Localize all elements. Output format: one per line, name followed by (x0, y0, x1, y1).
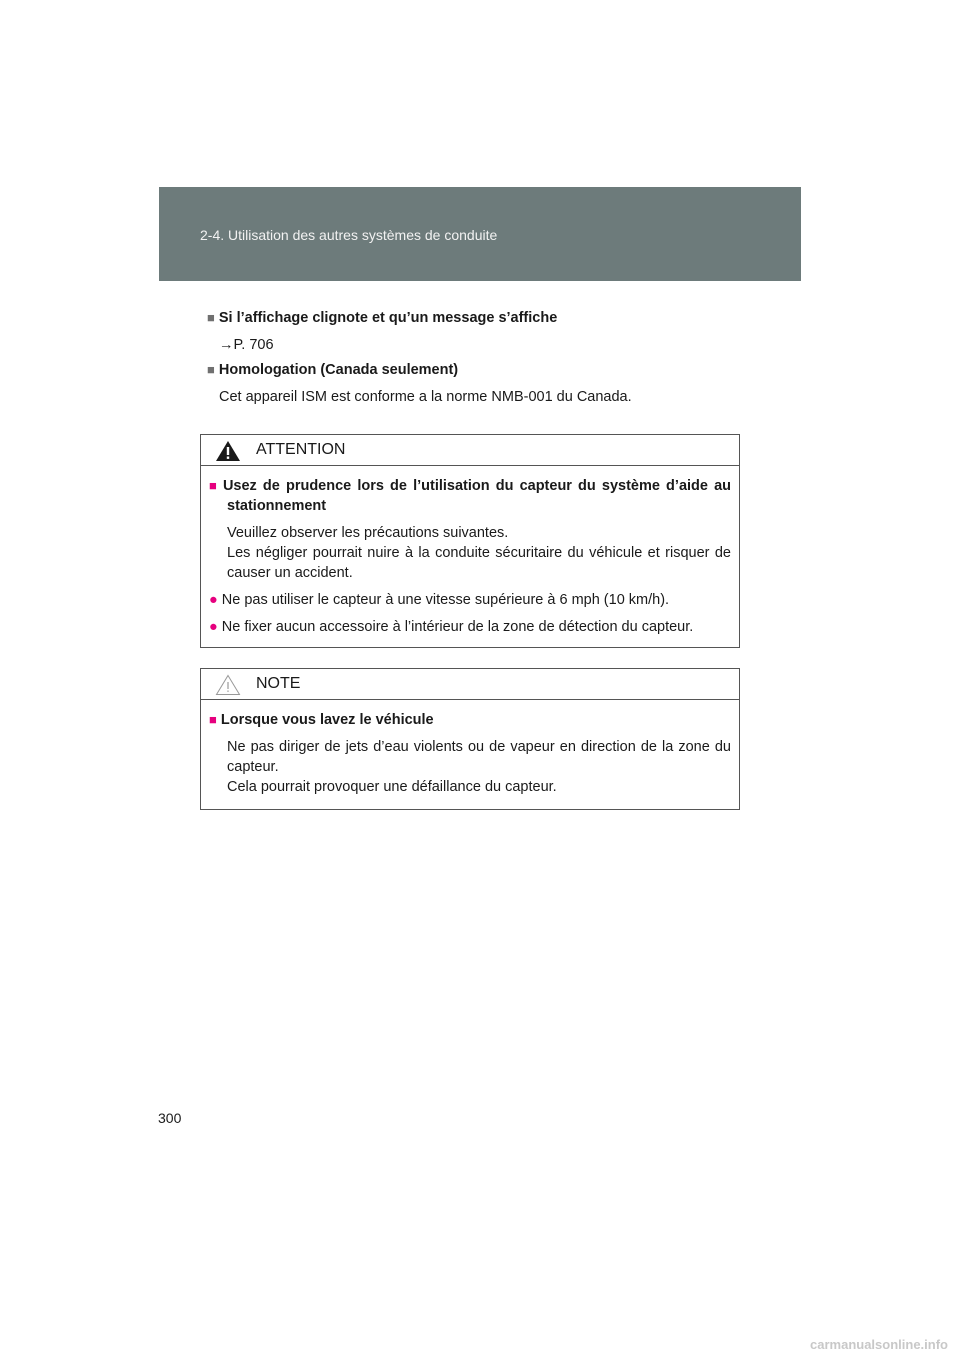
attention-point-text: Ne fixer aucun accessoire à l’intérieur de la zone de détection du capteur. (221, 619, 694, 635)
watermark-text: carmanualsonline.info (810, 1337, 948, 1352)
attention-line-1: Veuillez observer les précautions suivantes. (227, 525, 509, 541)
section-header (159, 187, 801, 281)
note-label: NOTE (256, 675, 301, 692)
note-line-1: Ne pas diriger de jets d’eau violents ou de vapeur en direction de la zone du capteur. (227, 739, 731, 775)
pink-dot-icon: ● (209, 592, 218, 608)
attention-title (209, 476, 731, 516)
page-number: 300 (158, 1110, 182, 1126)
note-instructions (209, 737, 731, 797)
note-title-text: Lorsque vous lavez le véhicule (220, 712, 434, 728)
square-bullet-icon: ■ (207, 310, 215, 325)
note-header (201, 669, 739, 700)
attention-line-2: Les négliger pourrait nuire à la conduite sécuritaire du véhicule et risquer de causer un accident. (227, 545, 731, 581)
page-reference-link[interactable]: P. 706 (233, 337, 274, 353)
note-box (200, 668, 740, 810)
attention-title-text: Usez de prudence lors de l’utilisation du capteur du système d’aide au stationnement (222, 478, 731, 514)
item-title-row (207, 360, 747, 380)
item-homologation (207, 360, 747, 407)
attention-label: ATTENTION (256, 441, 346, 458)
attention-body (201, 466, 739, 649)
watermark-logo (728, 1336, 948, 1352)
section-title: 2-4. Utilisation des autres systèmes de conduite (200, 227, 498, 243)
attention-point (209, 617, 731, 637)
square-bullet-icon: ■ (207, 362, 215, 377)
item-reference (207, 335, 747, 355)
attention-instructions (209, 523, 731, 583)
attention-header (201, 435, 739, 466)
item-title: Homologation (Canada seulement) (218, 362, 459, 378)
square-bullet-icon: ■ (209, 478, 219, 493)
note-line-2: Cela pourrait provoquer une défaillance du capteur. (227, 779, 557, 795)
note-body (201, 700, 739, 809)
item-text: Cet appareil ISM est conforme a la norme NMB-001 du Canada. (219, 389, 632, 405)
caution-outline-triangle-icon (215, 674, 241, 696)
item-title: Si l’affichage clignote et qu’un message s’affiche (218, 310, 558, 326)
square-bullet-icon: ■ (209, 712, 217, 727)
attention-box (200, 434, 740, 648)
warning-triangle-icon (215, 440, 241, 462)
attention-point (209, 590, 731, 610)
pink-dot-icon: ● (209, 619, 218, 635)
note-title (209, 710, 731, 730)
item-display-blink (207, 308, 747, 355)
item-title-row (207, 308, 747, 328)
attention-point-text: Ne pas utiliser le capteur à une vitesse supérieure à 6 mph (10 km/h). (221, 592, 670, 608)
arrow-right-icon: → (219, 337, 234, 353)
